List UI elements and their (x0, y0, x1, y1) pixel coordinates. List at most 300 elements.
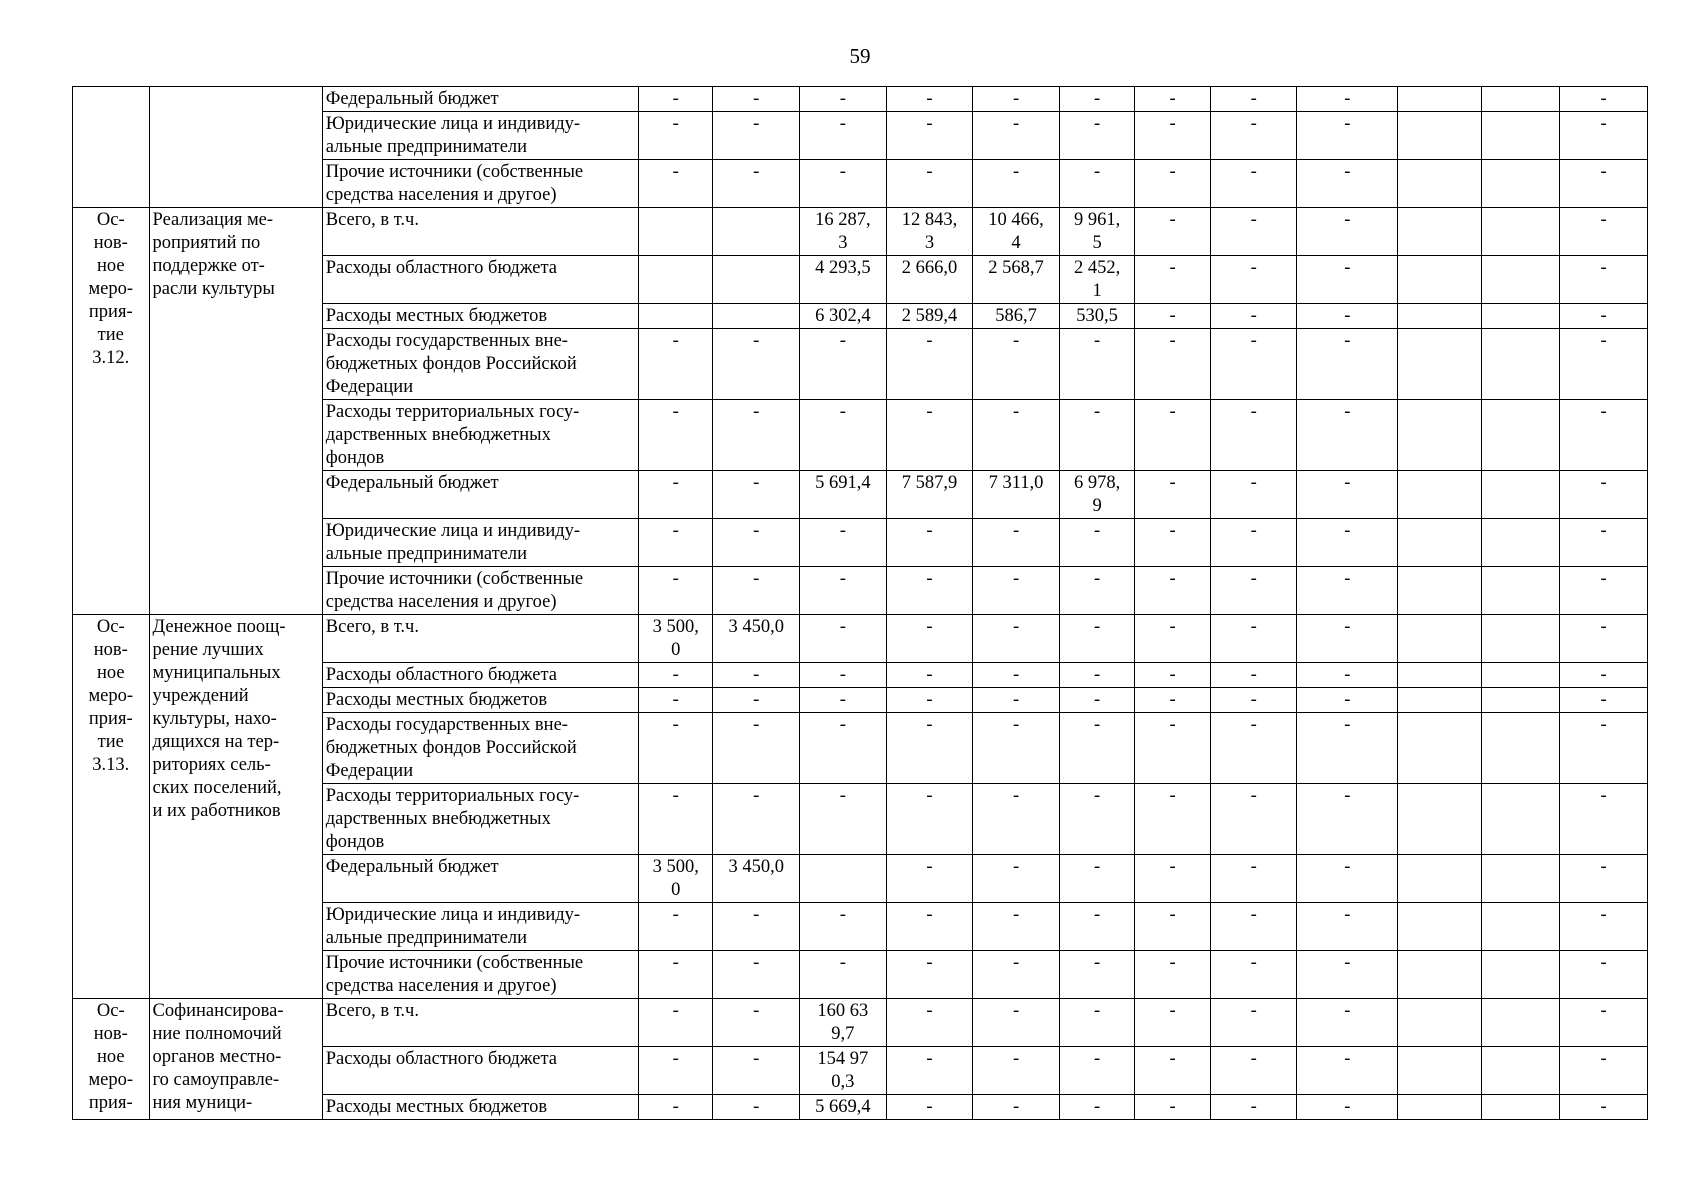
value-cell (713, 256, 800, 304)
value-cell: - (800, 567, 887, 615)
value-cell: - (973, 855, 1060, 903)
value-cell: - (973, 519, 1060, 567)
value-cell (1398, 663, 1482, 688)
funding-source-cell: Расходы государственных вне- бюджетных фондов Российской Федерации (322, 713, 638, 784)
value-cell: - (1059, 400, 1135, 471)
value-cell (1481, 304, 1560, 329)
value-cell: 5 691,4 (800, 471, 887, 519)
value-cell: - (886, 160, 973, 208)
value-cell: - (886, 688, 973, 713)
value-cell: - (1297, 951, 1398, 999)
value-cell: - (1560, 160, 1648, 208)
value-cell (1398, 112, 1482, 160)
value-cell: - (1059, 903, 1135, 951)
value-cell: - (973, 1095, 1060, 1120)
value-cell (1481, 999, 1560, 1047)
funding-source-cell: Федеральный бюджет (322, 471, 638, 519)
value-cell: - (886, 951, 973, 999)
value-cell: - (1135, 567, 1211, 615)
value-cell: - (1210, 999, 1297, 1047)
value-cell: - (800, 87, 887, 112)
value-cell (638, 208, 713, 256)
value-cell: - (1297, 688, 1398, 713)
value-cell (1398, 329, 1482, 400)
value-cell (1481, 256, 1560, 304)
funding-source-cell: Расходы местных бюджетов (322, 688, 638, 713)
value-cell (1398, 400, 1482, 471)
value-cell (1398, 855, 1482, 903)
value-cell: - (1059, 160, 1135, 208)
event-name-cell: Денежное поощ- рение лучших муниципальных учреждений культуры, нахо- дящихся на тер- риториях сель- ских поселений, и их работников (149, 615, 322, 999)
value-cell (800, 855, 887, 903)
value-cell: - (1059, 663, 1135, 688)
value-cell: 5 669,4 (800, 1095, 887, 1120)
value-cell: 16 287, 3 (800, 208, 887, 256)
value-cell: - (1135, 1095, 1211, 1120)
value-cell: - (1560, 112, 1648, 160)
table-row (73, 87, 1648, 112)
value-cell: - (1059, 688, 1135, 713)
funding-source-cell: Федеральный бюджет (322, 855, 638, 903)
value-cell (638, 304, 713, 329)
value-cell (1398, 688, 1482, 713)
funding-source-cell: Расходы территориальных госу- дарственных внебюджетных фондов (322, 400, 638, 471)
value-cell: - (800, 951, 887, 999)
value-cell: 3 500, 0 (638, 855, 713, 903)
value-cell (1398, 1047, 1482, 1095)
value-cell: - (1560, 903, 1648, 951)
value-cell: - (800, 519, 887, 567)
value-cell: - (1297, 87, 1398, 112)
value-cell: 7 311,0 (973, 471, 1060, 519)
value-cell (1481, 567, 1560, 615)
value-cell: - (1135, 304, 1211, 329)
value-cell: - (1560, 784, 1648, 855)
value-cell: - (1297, 784, 1398, 855)
value-cell (1398, 567, 1482, 615)
value-cell: - (638, 112, 713, 160)
value-cell: - (1297, 1095, 1398, 1120)
value-cell: - (886, 663, 973, 688)
value-cell: - (638, 784, 713, 855)
value-cell: - (1059, 784, 1135, 855)
event-name-cell: Софинансирова- ние полномочий органов местно- го самоуправле- ния муници- (149, 999, 322, 1120)
value-cell: - (1560, 688, 1648, 713)
value-cell (638, 256, 713, 304)
value-cell: - (638, 329, 713, 400)
value-cell: - (973, 400, 1060, 471)
value-cell: - (973, 567, 1060, 615)
value-cell: - (713, 784, 800, 855)
value-cell: - (713, 87, 800, 112)
value-cell: - (638, 471, 713, 519)
value-cell: 3 450,0 (713, 615, 800, 663)
value-cell: - (1297, 160, 1398, 208)
value-cell (1481, 112, 1560, 160)
value-cell: 6 302,4 (800, 304, 887, 329)
value-cell: - (713, 1095, 800, 1120)
value-cell: - (1297, 400, 1398, 471)
value-cell: - (713, 567, 800, 615)
value-cell: - (1560, 615, 1648, 663)
value-cell: - (1210, 304, 1297, 329)
value-cell (1481, 713, 1560, 784)
value-cell: - (1059, 855, 1135, 903)
value-cell: - (1210, 713, 1297, 784)
value-cell: - (1210, 329, 1297, 400)
value-cell: - (1135, 519, 1211, 567)
value-cell (1398, 87, 1482, 112)
funding-source-cell: Расходы государственных вне- бюджетных фондов Российской Федерации (322, 329, 638, 400)
value-cell: - (1297, 903, 1398, 951)
value-cell: - (800, 615, 887, 663)
value-cell: - (1297, 329, 1398, 400)
value-cell: - (800, 160, 887, 208)
value-cell (1398, 903, 1482, 951)
value-cell: - (713, 951, 800, 999)
value-cell: 2 568,7 (973, 256, 1060, 304)
value-cell: - (1297, 999, 1398, 1047)
value-cell (1481, 688, 1560, 713)
value-cell (1481, 663, 1560, 688)
value-cell: - (1059, 615, 1135, 663)
funding-source-cell: Юридические лица и индивиду- альные предприниматели (322, 112, 638, 160)
value-cell: - (1297, 208, 1398, 256)
event-label-cell (73, 87, 150, 208)
value-cell (1398, 208, 1482, 256)
value-cell: - (1059, 329, 1135, 400)
value-cell: - (1297, 519, 1398, 567)
funding-source-cell: Федеральный бюджет (322, 87, 638, 112)
value-cell (1481, 903, 1560, 951)
value-cell: - (973, 999, 1060, 1047)
value-cell: - (713, 519, 800, 567)
funding-source-cell: Юридические лица и индивиду- альные предприниматели (322, 519, 638, 567)
value-cell (1481, 519, 1560, 567)
value-cell: - (638, 519, 713, 567)
value-cell: - (1560, 567, 1648, 615)
value-cell: - (1560, 1047, 1648, 1095)
value-cell: - (638, 400, 713, 471)
funding-source-cell: Всего, в т.ч. (322, 615, 638, 663)
value-cell: 6 978, 9 (1059, 471, 1135, 519)
value-cell: - (638, 160, 713, 208)
value-cell (1481, 1047, 1560, 1095)
value-cell: - (713, 329, 800, 400)
value-cell: - (1210, 784, 1297, 855)
value-cell (1398, 256, 1482, 304)
funding-source-cell: Всего, в т.ч. (322, 999, 638, 1047)
value-cell (1481, 160, 1560, 208)
value-cell: - (1210, 567, 1297, 615)
value-cell: - (1059, 951, 1135, 999)
funding-source-cell: Прочие источники (собственные средства населения и другое) (322, 567, 638, 615)
value-cell: - (1297, 304, 1398, 329)
value-cell: - (800, 713, 887, 784)
value-cell: - (886, 567, 973, 615)
value-cell: - (1560, 304, 1648, 329)
value-cell: - (973, 329, 1060, 400)
value-cell: - (1135, 112, 1211, 160)
value-cell (1398, 999, 1482, 1047)
funding-source-cell: Всего, в т.ч. (322, 208, 638, 256)
value-cell (1481, 784, 1560, 855)
event-name-cell (149, 87, 322, 208)
value-cell: - (1135, 256, 1211, 304)
value-cell: - (1297, 713, 1398, 784)
value-cell: - (1210, 112, 1297, 160)
value-cell: - (638, 999, 713, 1047)
value-cell: - (713, 903, 800, 951)
table-row (73, 615, 1648, 663)
value-cell: 7 587,9 (886, 471, 973, 519)
value-cell (1398, 1095, 1482, 1120)
table-row (73, 208, 1648, 256)
value-cell: - (1059, 112, 1135, 160)
value-cell (1398, 615, 1482, 663)
value-cell: - (886, 1095, 973, 1120)
value-cell: - (973, 615, 1060, 663)
value-cell: - (1560, 663, 1648, 688)
value-cell: 160 63 9,7 (800, 999, 887, 1047)
value-cell: - (638, 951, 713, 999)
funding-source-cell: Расходы областного бюджета (322, 1047, 638, 1095)
funding-source-cell: Прочие источники (собственные средства населения и другое) (322, 160, 638, 208)
event-label-cell: Ос- нов- ное меро- прия- (73, 999, 150, 1120)
value-cell: - (1210, 208, 1297, 256)
funding-source-cell: Расходы местных бюджетов (322, 304, 638, 329)
value-cell: - (1210, 615, 1297, 663)
value-cell: - (1059, 1095, 1135, 1120)
value-cell: - (973, 713, 1060, 784)
value-cell: - (1210, 951, 1297, 999)
value-cell: 12 843, 3 (886, 208, 973, 256)
value-cell: - (1135, 471, 1211, 519)
value-cell: - (1297, 663, 1398, 688)
value-cell: - (1210, 87, 1297, 112)
value-cell: - (713, 688, 800, 713)
value-cell: - (1297, 855, 1398, 903)
value-cell: - (886, 519, 973, 567)
value-cell: - (713, 999, 800, 1047)
value-cell: - (1297, 112, 1398, 160)
value-cell: 3 500, 0 (638, 615, 713, 663)
value-cell: 4 293,5 (800, 256, 887, 304)
value-cell: - (973, 663, 1060, 688)
value-cell: - (1135, 615, 1211, 663)
value-cell: - (1560, 713, 1648, 784)
value-cell: - (1135, 688, 1211, 713)
value-cell: 2 452, 1 (1059, 256, 1135, 304)
value-cell (1481, 1095, 1560, 1120)
funding-source-cell: Расходы территориальных госу- дарственных внебюджетных фондов (322, 784, 638, 855)
value-cell: - (1059, 713, 1135, 784)
funding-source-cell: Расходы областного бюджета (322, 256, 638, 304)
value-cell: - (886, 615, 973, 663)
value-cell: - (1210, 1047, 1297, 1095)
value-cell: - (638, 567, 713, 615)
value-cell: - (638, 688, 713, 713)
value-cell: - (713, 713, 800, 784)
value-cell (1398, 713, 1482, 784)
value-cell: - (1135, 1047, 1211, 1095)
value-cell: - (1210, 471, 1297, 519)
value-cell: - (1297, 1047, 1398, 1095)
value-cell: - (1210, 688, 1297, 713)
value-cell: - (1135, 208, 1211, 256)
value-cell: - (713, 471, 800, 519)
value-cell: - (973, 688, 1060, 713)
value-cell (1398, 304, 1482, 329)
value-cell: - (1135, 160, 1211, 208)
value-cell: - (886, 855, 973, 903)
value-cell: - (800, 112, 887, 160)
value-cell (1481, 400, 1560, 471)
value-cell: 586,7 (973, 304, 1060, 329)
value-cell: - (713, 112, 800, 160)
value-cell: - (800, 329, 887, 400)
value-cell: - (886, 903, 973, 951)
value-cell (1481, 329, 1560, 400)
value-cell: - (973, 784, 1060, 855)
value-cell: 530,5 (1059, 304, 1135, 329)
value-cell: 2 666,0 (886, 256, 973, 304)
value-cell: - (1210, 400, 1297, 471)
value-cell: - (1059, 87, 1135, 112)
value-cell: 10 466, 4 (973, 208, 1060, 256)
value-cell: - (1297, 567, 1398, 615)
value-cell (1481, 855, 1560, 903)
value-cell: - (1560, 208, 1648, 256)
value-cell: - (1297, 256, 1398, 304)
value-cell: 154 97 0,3 (800, 1047, 887, 1095)
value-cell: - (713, 400, 800, 471)
value-cell: - (1135, 999, 1211, 1047)
funding-source-cell: Прочие источники (собственные средства населения и другое) (322, 951, 638, 999)
value-cell: - (886, 112, 973, 160)
value-cell (1398, 471, 1482, 519)
value-cell (1398, 784, 1482, 855)
value-cell: - (1297, 471, 1398, 519)
value-cell: - (1135, 784, 1211, 855)
value-cell (1481, 87, 1560, 112)
value-cell: - (1135, 400, 1211, 471)
funding-source-cell: Юридические лица и индивиду- альные предприниматели (322, 903, 638, 951)
value-cell (1398, 519, 1482, 567)
value-cell: - (1059, 567, 1135, 615)
value-cell: - (973, 903, 1060, 951)
value-cell: - (973, 87, 1060, 112)
value-cell: - (886, 329, 973, 400)
value-cell: - (973, 160, 1060, 208)
value-cell: - (1560, 400, 1648, 471)
value-cell: - (1135, 903, 1211, 951)
event-label-cell: Ос- нов- ное меро- прия- тие 3.12. (73, 208, 150, 615)
value-cell: - (1560, 256, 1648, 304)
value-cell: - (1059, 999, 1135, 1047)
value-cell: - (1135, 713, 1211, 784)
value-cell: - (1135, 87, 1211, 112)
value-cell: - (1210, 519, 1297, 567)
value-cell (1481, 208, 1560, 256)
value-cell: 2 589,4 (886, 304, 973, 329)
value-cell: - (638, 903, 713, 951)
value-cell: - (886, 87, 973, 112)
value-cell: - (800, 903, 887, 951)
value-cell: - (638, 87, 713, 112)
value-cell: - (1135, 663, 1211, 688)
value-cell: - (973, 951, 1060, 999)
value-cell: - (886, 713, 973, 784)
value-cell: 9 961, 5 (1059, 208, 1135, 256)
value-cell: - (1135, 951, 1211, 999)
value-cell: - (638, 1047, 713, 1095)
table-row (73, 999, 1648, 1047)
page-number: 59 (849, 44, 871, 68)
value-cell (1481, 951, 1560, 999)
value-cell: - (800, 400, 887, 471)
value-cell: - (1210, 256, 1297, 304)
value-cell: - (1059, 1047, 1135, 1095)
value-cell: - (713, 1047, 800, 1095)
budget-table (72, 86, 1648, 1120)
value-cell: - (800, 688, 887, 713)
value-cell: - (713, 160, 800, 208)
value-cell: - (1210, 1095, 1297, 1120)
value-cell: - (973, 112, 1060, 160)
value-cell: - (1135, 855, 1211, 903)
event-name-cell: Реализация ме- роприятий по поддержке от- расли культуры (149, 208, 322, 615)
value-cell: - (1210, 663, 1297, 688)
value-cell: - (1560, 87, 1648, 112)
value-cell: - (886, 1047, 973, 1095)
event-label-cell: Ос- нов- ное меро- прия- тие 3.13. (73, 615, 150, 999)
value-cell (713, 304, 800, 329)
value-cell: - (1560, 329, 1648, 400)
value-cell: - (886, 784, 973, 855)
value-cell: - (1059, 519, 1135, 567)
value-cell (1481, 615, 1560, 663)
value-cell: 3 450,0 (713, 855, 800, 903)
value-cell: - (886, 999, 973, 1047)
value-cell (1398, 160, 1482, 208)
funding-source-cell: Расходы местных бюджетов (322, 1095, 638, 1120)
value-cell (713, 208, 800, 256)
value-cell: - (1560, 1095, 1648, 1120)
funding-source-cell: Расходы областного бюджета (322, 663, 638, 688)
value-cell: - (1210, 855, 1297, 903)
value-cell: - (638, 1095, 713, 1120)
value-cell: - (886, 400, 973, 471)
value-cell (1481, 471, 1560, 519)
value-cell: - (1210, 903, 1297, 951)
value-cell: - (800, 663, 887, 688)
value-cell: - (638, 663, 713, 688)
value-cell: - (713, 663, 800, 688)
value-cell: - (1560, 999, 1648, 1047)
value-cell: - (1135, 329, 1211, 400)
value-cell: - (1297, 615, 1398, 663)
value-cell: - (1560, 471, 1648, 519)
value-cell (1398, 951, 1482, 999)
value-cell: - (1560, 855, 1648, 903)
value-cell: - (638, 713, 713, 784)
value-cell: - (1210, 160, 1297, 208)
value-cell: - (973, 1047, 1060, 1095)
value-cell: - (800, 784, 887, 855)
value-cell: - (1560, 951, 1648, 999)
value-cell: - (1560, 519, 1648, 567)
